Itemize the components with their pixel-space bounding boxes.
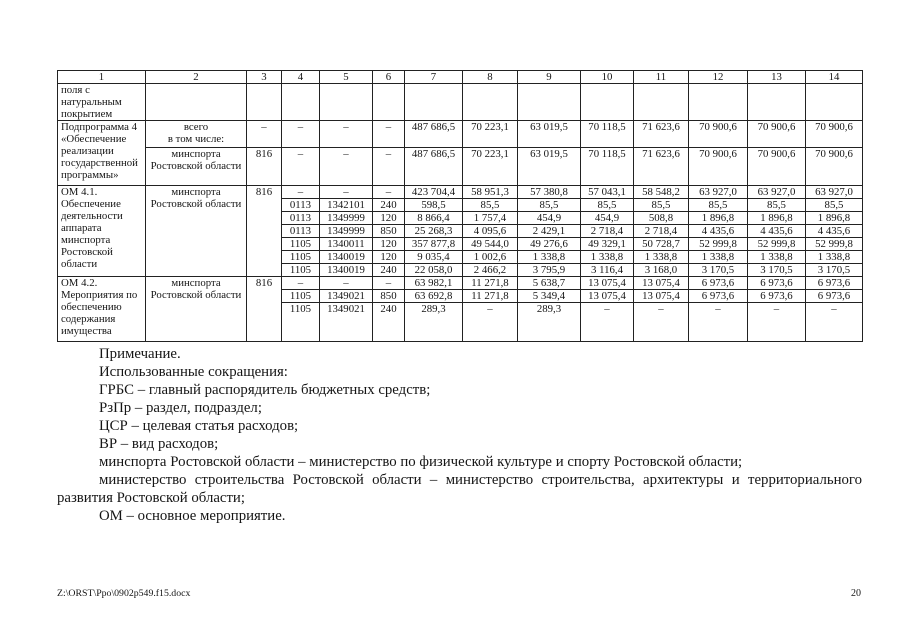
value-cell: 487 686,5 (405, 148, 463, 186)
abbreviation-item: РзПр – раздел, подраздел; (99, 400, 262, 416)
vr-cell: 850 (373, 225, 405, 238)
abbreviation-item: ОМ – основное мероприятие. (99, 508, 286, 524)
value-cell: 1 338,8 (748, 251, 806, 264)
value-cell: 454,9 (581, 212, 634, 225)
value-cell: 6 973,6 (806, 277, 863, 290)
value-cell: 6 973,6 (748, 277, 806, 290)
grbs-cell: 816 (247, 186, 282, 277)
empty-cell (247, 84, 282, 121)
empty-cell (634, 84, 689, 121)
value-cell: 3 116,4 (581, 264, 634, 277)
vr-cell: – (373, 148, 405, 186)
value-cell: 4 435,6 (806, 225, 863, 238)
row-name-cell: Подпрограмма 4 «Обеспечение реализации государственной программы» (58, 121, 146, 186)
value-cell: 2 718,4 (634, 225, 689, 238)
executor-cell: всего в том числе: (146, 121, 247, 148)
rzpr-cell: – (282, 121, 320, 148)
empty-cell (806, 84, 863, 121)
grbs-cell: – (247, 121, 282, 148)
notes-title: Примечание. (99, 346, 181, 362)
value-cell: – (689, 303, 748, 342)
page-number: 20 (851, 588, 861, 599)
rzpr-cell: 1105 (282, 303, 320, 342)
value-cell: 8 866,4 (405, 212, 463, 225)
csr-cell: 1349021 (320, 290, 373, 303)
value-cell: 13 075,4 (581, 290, 634, 303)
value-cell: 58 548,2 (634, 186, 689, 199)
value-cell: 63 927,0 (689, 186, 748, 199)
csr-cell: – (320, 186, 373, 199)
csr-cell: 1340019 (320, 251, 373, 264)
header-cell-10: 10 (581, 71, 634, 84)
value-cell: 85,5 (806, 199, 863, 212)
empty-cell (320, 84, 373, 121)
value-cell: 598,5 (405, 199, 463, 212)
value-cell: 357 877,8 (405, 238, 463, 251)
value-cell: 71 623,6 (634, 148, 689, 186)
table-row (58, 121, 863, 148)
value-cell: 6 973,6 (689, 290, 748, 303)
value-cell: – (581, 303, 634, 342)
csr-cell: 1349999 (320, 225, 373, 238)
vr-cell: – (373, 277, 405, 290)
value-cell: 1 896,8 (748, 212, 806, 225)
rzpr-cell: 0113 (282, 199, 320, 212)
header-cell-13: 13 (748, 71, 806, 84)
value-cell: 63 692,8 (405, 290, 463, 303)
abbreviation-item: ГРБС – главный распорядитель бюджетных средств; (99, 382, 431, 398)
value-cell: 3 795,9 (518, 264, 581, 277)
header-cell-11: 11 (634, 71, 689, 84)
value-cell: 3 170,5 (806, 264, 863, 277)
vr-cell: – (373, 186, 405, 199)
vr-cell: 240 (373, 264, 405, 277)
value-cell: 2 466,2 (463, 264, 518, 277)
header-cell-4: 4 (282, 71, 320, 84)
value-cell: 50 728,7 (634, 238, 689, 251)
value-cell: 57 043,1 (581, 186, 634, 199)
row-name-cell: ОМ 4.1. Обеспечение деятельности аппарата минспорта Ростовской области (58, 186, 146, 277)
grbs-cell: 816 (247, 148, 282, 186)
value-cell: 52 999,8 (689, 238, 748, 251)
value-cell: 1 896,8 (806, 212, 863, 225)
value-cell: – (634, 303, 689, 342)
empty-cell (282, 84, 320, 121)
abbreviation-item: минспорта Ростовской области – министерство по физической культуре и спорту Ростовской области; (99, 454, 743, 470)
value-cell: 4 435,6 (689, 225, 748, 238)
value-cell: – (806, 303, 863, 342)
value-cell: 4 435,6 (748, 225, 806, 238)
value-cell: 85,5 (581, 199, 634, 212)
abbreviation-item: министерство строительства Ростовской области – министерство строительства, архитектуры и территориального развития Ростовской области; (57, 472, 862, 506)
rzpr-cell: 0113 (282, 212, 320, 225)
value-cell: 70 900,6 (689, 121, 748, 148)
csr-cell: – (320, 277, 373, 290)
value-cell: 63 019,5 (518, 121, 581, 148)
value-cell: 6 973,6 (689, 277, 748, 290)
value-cell: 289,3 (518, 303, 581, 342)
value-cell: 85,5 (634, 199, 689, 212)
value-cell: – (748, 303, 806, 342)
value-cell: 5 349,4 (518, 290, 581, 303)
vr-cell: 240 (373, 199, 405, 212)
value-cell: 13 075,4 (634, 277, 689, 290)
value-cell: 70 223,1 (463, 121, 518, 148)
table-row (58, 148, 863, 186)
header-cell-2: 2 (146, 71, 247, 84)
vr-cell: 120 (373, 238, 405, 251)
csr-cell: – (320, 121, 373, 148)
value-cell: 2 718,4 (581, 225, 634, 238)
value-cell: 1 002,6 (463, 251, 518, 264)
value-cell: 3 168,0 (634, 264, 689, 277)
value-cell: 1 896,8 (689, 212, 748, 225)
csr-cell: 1349999 (320, 212, 373, 225)
value-cell: 63 927,0 (806, 186, 863, 199)
value-cell: 85,5 (518, 199, 581, 212)
value-cell: 22 058,0 (405, 264, 463, 277)
vr-cell: 120 (373, 212, 405, 225)
value-cell: 1 338,8 (581, 251, 634, 264)
value-cell: 49 329,1 (581, 238, 634, 251)
value-cell: 70 900,6 (806, 148, 863, 186)
empty-cell (518, 84, 581, 121)
value-cell: 70 223,1 (463, 148, 518, 186)
value-cell: 6 973,6 (806, 290, 863, 303)
value-cell: 1 338,8 (634, 251, 689, 264)
value-cell: 25 268,3 (405, 225, 463, 238)
table-row (58, 84, 863, 121)
header-cell-9: 9 (518, 71, 581, 84)
csr-cell: 1342101 (320, 199, 373, 212)
empty-cell (463, 84, 518, 121)
value-cell: 487 686,5 (405, 121, 463, 148)
value-cell: 4 095,6 (463, 225, 518, 238)
empty-cell (146, 84, 247, 121)
value-cell: 11 271,8 (463, 277, 518, 290)
value-cell: 58 951,3 (463, 186, 518, 199)
value-cell: 52 999,8 (748, 238, 806, 251)
value-cell: 1 338,8 (806, 251, 863, 264)
value-cell: 70 118,5 (581, 121, 634, 148)
notes-section (57, 345, 862, 525)
value-cell: 13 075,4 (634, 290, 689, 303)
rzpr-cell: 1105 (282, 264, 320, 277)
rzpr-cell: – (282, 186, 320, 199)
value-cell: 289,3 (405, 303, 463, 342)
value-cell: 63 019,5 (518, 148, 581, 186)
value-cell: 1 338,8 (689, 251, 748, 264)
csr-cell: 1340019 (320, 264, 373, 277)
empty-cell (581, 84, 634, 121)
value-cell: 13 075,4 (581, 277, 634, 290)
abbreviation-item: ВР – вид расходов; (99, 436, 219, 452)
value-cell: 70 900,6 (748, 148, 806, 186)
csr-cell: – (320, 148, 373, 186)
value-cell: 85,5 (748, 199, 806, 212)
vr-cell: 120 (373, 251, 405, 264)
value-cell: 3 170,5 (689, 264, 748, 277)
table-row (58, 277, 863, 290)
executor-cell: минспорта Ростовской области (146, 186, 247, 277)
value-cell: 70 900,6 (748, 121, 806, 148)
value-cell: 508,8 (634, 212, 689, 225)
value-cell: 85,5 (463, 199, 518, 212)
value-cell: 423 704,4 (405, 186, 463, 199)
footer-file-path: Z:\ORST\Ppo\0902p549.f15.docx (57, 588, 191, 599)
header-cell-6: 6 (373, 71, 405, 84)
value-cell: 49 544,0 (463, 238, 518, 251)
header-cell-12: 12 (689, 71, 748, 84)
value-cell: 85,5 (689, 199, 748, 212)
row-name-cell: ОМ 4.2. Мероприятия по обеспечению содержания имущества (58, 277, 146, 342)
header-cell-1: 1 (58, 71, 146, 84)
value-cell: – (463, 303, 518, 342)
rzpr-cell: 0113 (282, 225, 320, 238)
value-cell: 57 380,8 (518, 186, 581, 199)
value-cell: 6 973,6 (748, 290, 806, 303)
executor-cell: минспорта Ростовской области (146, 148, 247, 186)
value-cell: 1 757,4 (463, 212, 518, 225)
value-cell: 3 170,5 (748, 264, 806, 277)
value-cell: 2 429,1 (518, 225, 581, 238)
empty-cell (748, 84, 806, 121)
value-cell: 52 999,8 (806, 238, 863, 251)
empty-cell (689, 84, 748, 121)
vr-cell: 240 (373, 303, 405, 342)
value-cell: 71 623,6 (634, 121, 689, 148)
value-cell: 63 982,1 (405, 277, 463, 290)
budget-table (57, 70, 863, 342)
row-name-cell: поля с натуральным покрытием (58, 84, 146, 121)
header-cell-14: 14 (806, 71, 863, 84)
value-cell: 70 118,5 (581, 148, 634, 186)
table-row (58, 186, 863, 199)
header-cell-5: 5 (320, 71, 373, 84)
rzpr-cell: 1105 (282, 238, 320, 251)
csr-cell: 1349021 (320, 303, 373, 342)
rzpr-cell: – (282, 277, 320, 290)
header-cell-3: 3 (247, 71, 282, 84)
executor-cell: минспорта Ростовской области (146, 277, 247, 342)
empty-cell (373, 84, 405, 121)
csr-cell: 1340011 (320, 238, 373, 251)
rzpr-cell: 1105 (282, 251, 320, 264)
notes-intro: Использованные сокращения: (99, 364, 288, 380)
rzpr-cell: 1105 (282, 290, 320, 303)
header-cell-8: 8 (463, 71, 518, 84)
value-cell: 9 035,4 (405, 251, 463, 264)
value-cell: 1 338,8 (518, 251, 581, 264)
header-cell-7: 7 (405, 71, 463, 84)
empty-cell (405, 84, 463, 121)
table-header-row (58, 71, 863, 84)
value-cell: 70 900,6 (689, 148, 748, 186)
abbreviation-item: ЦСР – целевая статья расходов; (99, 418, 299, 434)
value-cell: 5 638,7 (518, 277, 581, 290)
value-cell: 49 276,6 (518, 238, 581, 251)
value-cell: 11 271,8 (463, 290, 518, 303)
vr-cell: – (373, 121, 405, 148)
rzpr-cell: – (282, 148, 320, 186)
value-cell: 63 927,0 (748, 186, 806, 199)
value-cell: 454,9 (518, 212, 581, 225)
value-cell: 70 900,6 (806, 121, 863, 148)
vr-cell: 850 (373, 290, 405, 303)
grbs-cell: 816 (247, 277, 282, 342)
